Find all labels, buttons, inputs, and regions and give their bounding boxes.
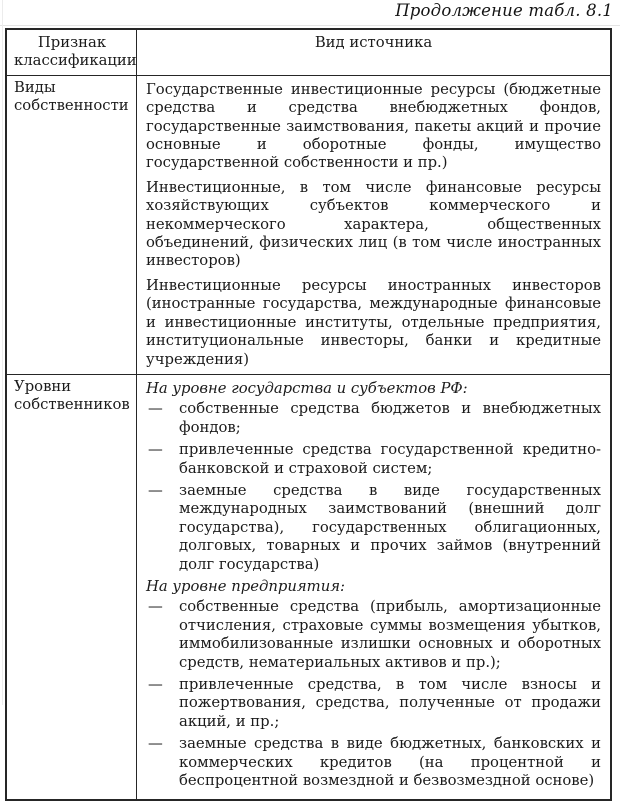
- scan-artifact-horizontal-line: [0, 25, 620, 26]
- dash-marker: —: [148, 441, 163, 459]
- row-content-ownership-types: [137, 76, 610, 374]
- section-heading-enterprise-level: На уровне предприятия:: [146, 577, 346, 595]
- section-heading-state-level: На уровне государства и субъектов РФ:: [146, 379, 468, 397]
- paragraph: Инвестиционные ресурсы иностранных инвесторов (иностранные государства, международные финансовые и инвестиционные институты, отдельные предприятия, институциональные инвесторы, банки и кредитные учреждения): [146, 276, 601, 368]
- dash-marker: —: [148, 400, 163, 418]
- table-row: [7, 75, 610, 374]
- list-item: [146, 598, 601, 672]
- list-item: [146, 400, 601, 437]
- list-item-text: привлеченные средства, в том числе взносы и пожертвования, средства, полученные от продажи акций, и пр.;: [179, 676, 601, 730]
- row-attribute-owner-levels: Уровни собственников: [7, 375, 137, 800]
- dash-marker: —: [148, 598, 163, 616]
- list-item-text: собственные средства бюджетов и внебюджетных фондов;: [179, 400, 601, 436]
- header-cell-attribute: Признак классификации: [7, 30, 137, 75]
- table-header-row: [7, 30, 610, 75]
- header-cell-source-type: Вид источника: [314, 34, 433, 51]
- table-continuation-caption: Продолжение табл. 8.1: [395, 1, 613, 20]
- list-item: [146, 735, 601, 790]
- dash-marker: —: [148, 676, 163, 693]
- list-item-text: заемные средства в виде государственных международных заимствований (внешний долг государства), государственных облигационных, долговых, товарных и прочих займов (внутренний долг государства): [179, 481, 601, 573]
- list-item: [146, 441, 601, 478]
- list-item: [146, 482, 601, 574]
- row-content-owner-levels: [137, 375, 610, 800]
- table-row: [7, 374, 610, 800]
- paragraph: Инвестиционные, в том числе финансовые ресурсы хозяйствующих субъектов коммерческого и некоммерческого характера, общественных объединений, физических лиц (в том числе иностранных инвесторов): [146, 178, 601, 270]
- list-item: [146, 676, 601, 731]
- list-item-text: заемные средства в виде бюджетных, банковских и коммерческих кредитов (на процентной и беспроцентной возмездной и безвозмездной основе): [179, 735, 601, 790]
- scan-artifact-vertical-line: [2, 0, 3, 705]
- list-item-text: собственные средства (прибыль, амортизационные отчисления, страховые суммы возмещения убытков, иммобилизованные излишки основных и оборотных средств, нематериальных активов и пр.);: [179, 598, 601, 671]
- paragraph: Государственные инвестиционные ресурсы (бюджетные средства и средства внебюджетных фондов, государственные заимствования, пакеты акций и прочие основные и оборотные фонды, имущество государственной собственности и пр.): [146, 80, 601, 172]
- dash-marker: —: [148, 735, 163, 753]
- dash-marker: —: [148, 481, 163, 499]
- row-attribute-ownership-types: Виды собственности: [7, 76, 137, 374]
- classification-table: [5, 28, 612, 801]
- list-item-text: привлеченные средства государственной кредитно-банковской и страховой систем;: [179, 441, 601, 477]
